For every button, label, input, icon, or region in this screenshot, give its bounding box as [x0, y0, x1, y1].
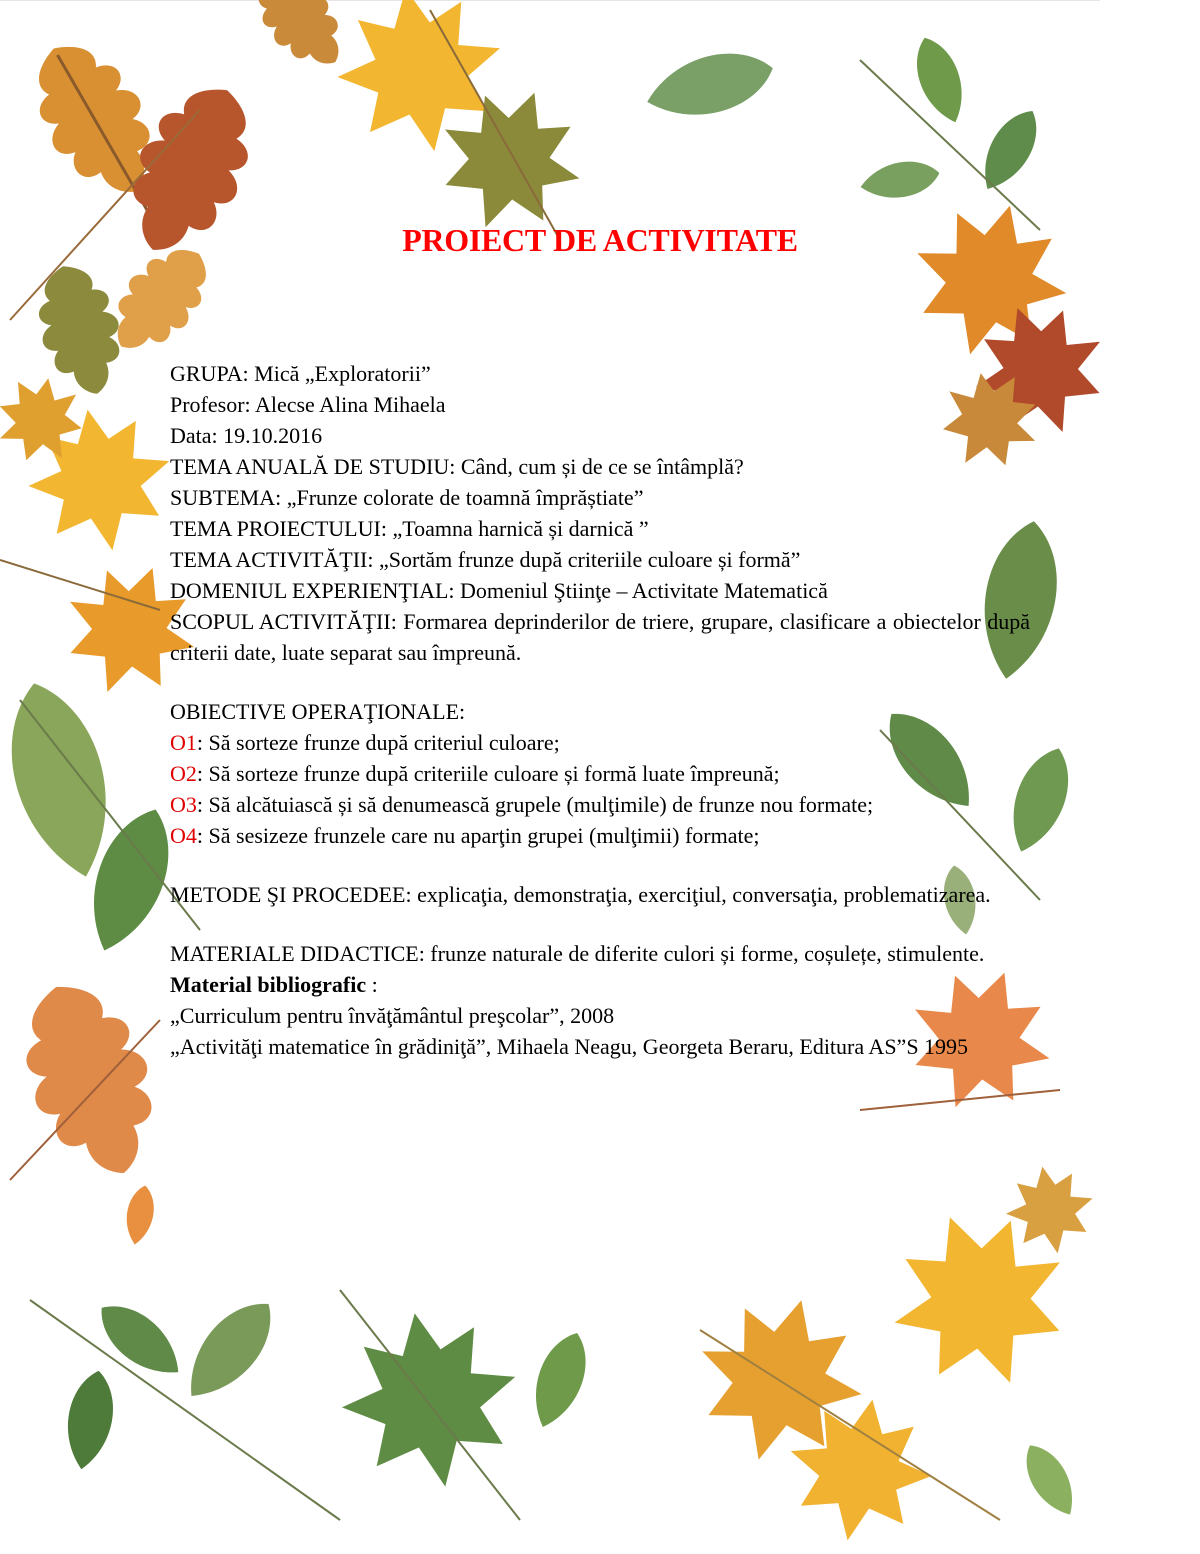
objective-text: : Să sesizeze frunzele care nu aparţin grupei (mulţimii) formate; — [196, 823, 760, 848]
domeniul-line: DOMENIUL EXPERIENŢIAL: Domeniul Ştiinţe – Activitate Matematică — [170, 578, 828, 603]
spacer — [170, 668, 1030, 696]
leaf-bottom-3 — [171, 1287, 288, 1412]
bibliografie-suffix: : — [366, 972, 378, 997]
bibliografie-heading — [170, 969, 1030, 1000]
leaf-top-center-3 — [240, 0, 360, 83]
page-title: PROIECT DE ACTIVITATE — [402, 222, 798, 258]
metode-paragraph: METODE ŞI PROCEDEE: explicaţia, demonstraţia, exerciţiul, conversaţia, problematizarea. — [170, 882, 991, 907]
bibliografie-item: „Curriculum pentru învăţământul preşcolar”, 2008 — [170, 1003, 615, 1028]
objective-item — [170, 789, 1030, 820]
bibliografie-item: „Activităţi matematice în grădiniţă”, Mihaela Neagu, Georgeta Beraru, Editura AS”S 1995 — [170, 1034, 969, 1059]
leaf-bottom-2 — [60, 1367, 120, 1473]
tema-activitatii-line: TEMA ACTIVITĂŢII: „Sortăm frunze după criteriile culoare și formă” — [170, 547, 801, 572]
bibliografie-label: Material bibliografic — [170, 972, 367, 997]
document-body — [170, 358, 1030, 1062]
objective-item — [170, 820, 1030, 851]
objective-code: O3 — [170, 792, 197, 817]
objective-text: : Să alcătuiască și să denumească grupele (mulţimile) de frunze nou formate; — [196, 792, 874, 817]
objective-item — [170, 758, 1030, 789]
profesor-line: Profesor: Alecse Alina Mihaela — [170, 392, 446, 417]
grupa-line: GRUPA: Mică „Exploratorii” — [170, 361, 431, 386]
objective-text: : Să sorteze frunze după criteriile culoare și formă luate împreună; — [196, 761, 780, 786]
objectives-heading: OBIECTIVE OPERAŢIONALE: — [170, 699, 466, 724]
materiale-paragraph: MATERIALE DIDACTICE: frunze naturale de diferite culori și forme, coșulețe, stimulente. — [170, 941, 985, 966]
objective-item — [170, 727, 1030, 758]
data-line: Data: 19.10.2016 — [170, 423, 323, 448]
objective-code: O4 — [170, 823, 197, 848]
spacer — [170, 851, 1030, 879]
leaf-top-right-4 — [858, 156, 943, 204]
leaf-bottom-4 — [328, 1298, 532, 1502]
leaf-bottom-5 — [522, 1326, 597, 1435]
leaf-bottom-9 — [1015, 1437, 1085, 1524]
objective-code: O2 — [170, 761, 197, 786]
scopul-paragraph: SCOPUL ACTIVITĂŢII: Formarea deprinderilor de triere, grupare, clasificare a obiectelor după criterii date, luate separat sau împreună. — [170, 609, 1030, 665]
tema-proiectului-line: TEMA PROIECTULUI: „Toamna harnică și darnică ” — [170, 516, 649, 541]
objective-code: O1 — [170, 730, 197, 755]
leaf-left-bottom-1 — [1, 967, 179, 1193]
tema-anuala-line: TEMA ANUALĂ DE STUDIU: Când, cum și de ce se întâmplă? — [170, 454, 744, 479]
leaf-left-bottom-2 — [122, 1183, 158, 1247]
spacer — [170, 910, 1030, 938]
objective-text: : Să sorteze frunze după criteriul culoare; — [196, 730, 560, 755]
subtema-line: SUBTEMA: „Frunze colorate de toamnă împrăștiate” — [170, 485, 644, 510]
leaf-top-right-1 — [640, 41, 780, 129]
leaf-bottom-1 — [88, 1291, 193, 1389]
leaf-top-right-3 — [971, 101, 1050, 199]
leaf-right-bottom-2 — [999, 1159, 1100, 1261]
